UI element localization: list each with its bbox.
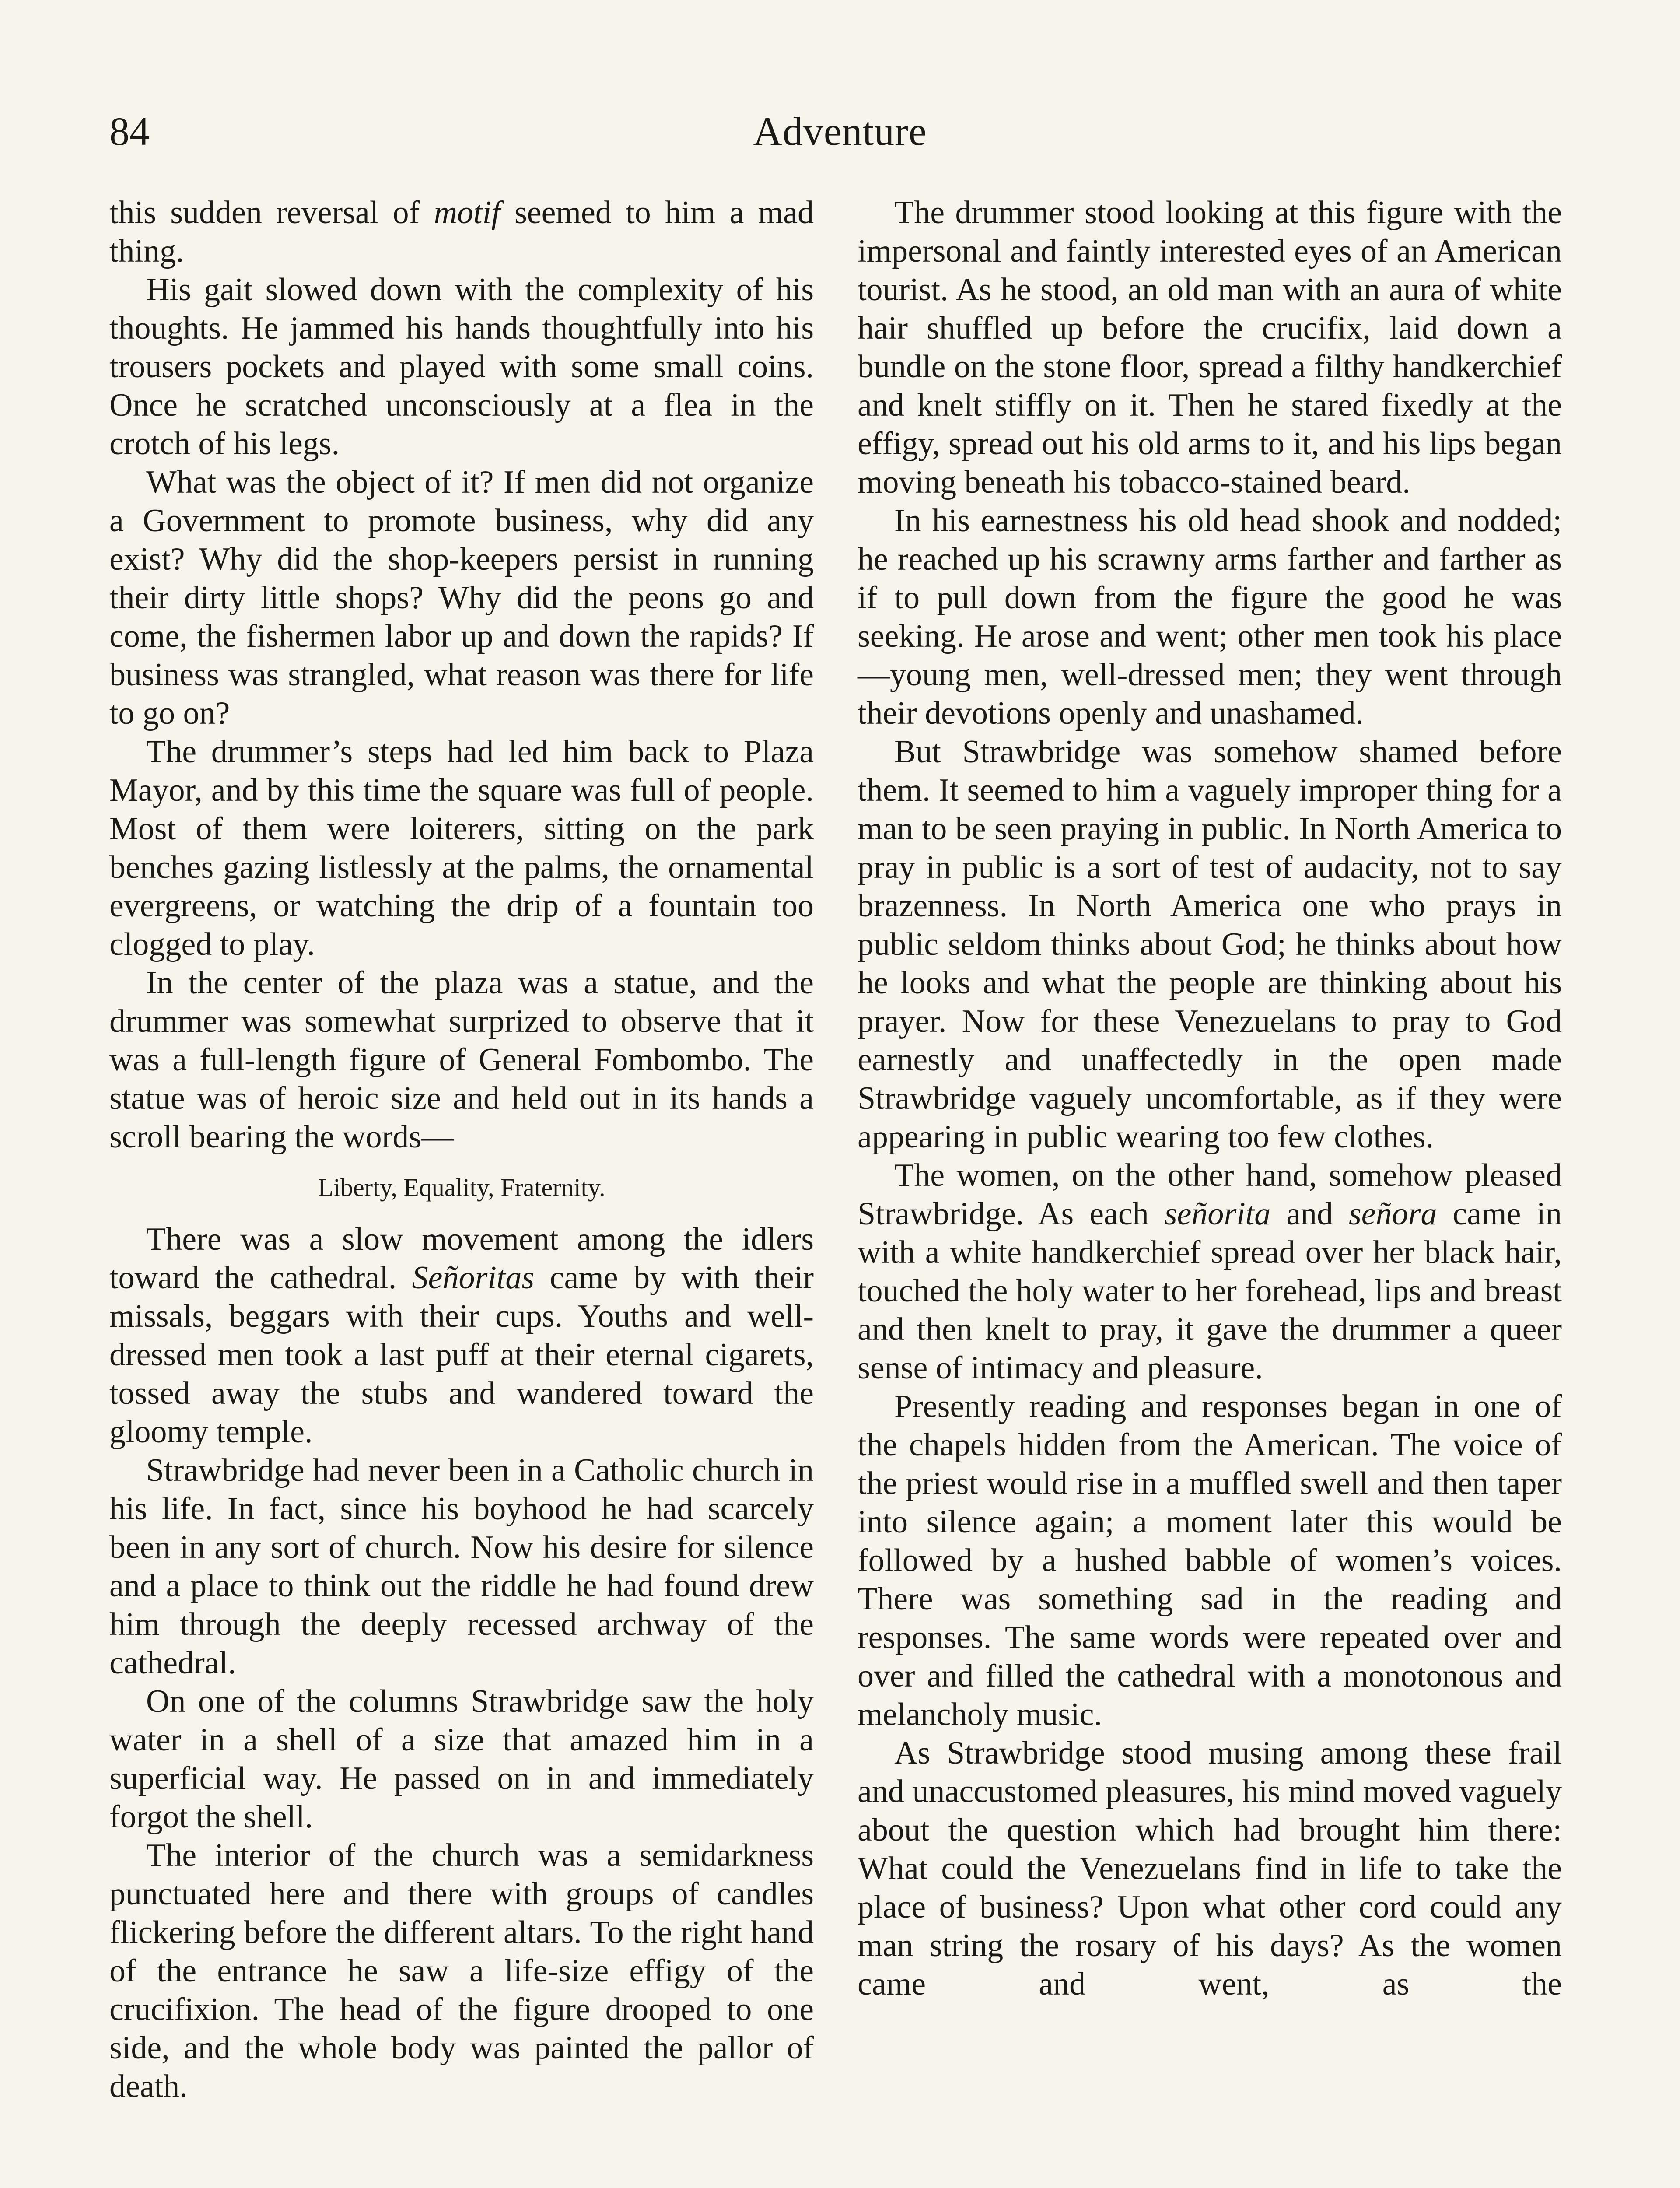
paragraph: As Strawbridge stood musing among these frail and unaccustomed pleasures, his mind moved vaguely about the question which had brought him there: What could the Venezuelans find in life to take the place of business? Upon what other cord could any man string the rosary of his days? As the women came and went, as the [858,1735,1562,2002]
page-number: 84 [109,109,150,154]
paragraph: In the center of the plaza was a statue, and the drummer was somewhat surprized to observe that it was a full-length figure of General Fombombo. The statue was of heroic size and held out in its hands a scroll bearing the words— [109,965,814,1155]
paragraph: What was the object of it? If men did not organize a Government to promote business, why did any exist? Why did the shop-keepers persist in running their dirty little shops? Why did the peons go and come, the fishermen labor up and down the rapids? If business was strangled, what reason was there for life to go on? [109,464,814,731]
paragraph: Presently reading and responses began in one of the chapels hidden from the American. The voice of the priest would rise in a muffled swell and then taper into silence again; a moment later this would be followed by a hushed babble of women’s voices. There was something sad in the reading and responses. The same words were repeated over and over and filled the cathedral with a monotonous and melancholy music. [858,1389,1562,1732]
paragraph: On one of the columns Strawbridge saw the holy water in a shell of a size that amazed him in a superficial way. He passed on in and immediately forgot the shell. [109,1683,814,1835]
paragraph: The drummer’s steps had led him back to Plaza Mayor, and by this time the square was full of people. Most of them were loiterers, sitting on the park benches gazing listlessly at the palms, the ornamental evergreens, or watching the drip of a fountain too clogged to play. [109,734,814,962]
magazine-title: Adventure [753,109,927,154]
paragraph: In his earnestness his old head shook and nodded; he reached up his scrawny arms farther and farther as if to pull down from the figure the good he was seeking. He arose and went; other men took his place—young men, well-dressed men; they went through their devotions openly and unashamed. [858,503,1562,731]
scroll-inscription: Liberty, Equality, Fraternity. [318,1173,606,1202]
paragraph: There was a slow movement among the idlers toward the cathedral. Señoritas came by with their missals, beggars with their cups. Youths and well-dressed men took a last puff at their eternal cigarets, tossed away the stubs and wandered toward the gloomy temple. [109,1221,814,1450]
paragraph: The drummer stood looking at this figure with the impersonal and faintly interested eyes of an American tourist. As he stood, an old man with an aura of white hair shuffled up before the crucifix, laid down a bundle on the stone floor, spread a filthy handkerchief and knelt stiffly on it. Then he stared fixedly at the effigy, spread out his old arms to it, and his lips began moving beneath his tobacco-stained beard. [858,195,1562,500]
left-column [109,193,814,2106]
paragraph: this sudden reversal of motif seemed to him a mad thing. [109,195,814,269]
paragraph: Strawbridge had never been in a Catholic church in his life. In fact, since his boyhood he had scarcely been in any sort of church. Now his desire for silence and a place to think out the riddle he had found drew him through the deeply recessed archway of the cathedral. [109,1452,814,1681]
right-column [858,193,1562,2003]
paragraph: But Strawbridge was somehow shamed before them. It seemed to him a vaguely improper thing for a man to be seen praying in public. In North America to pray in public is a sort of test of audacity, not to say brazenness. In North America one who prays in public seldom thinks about God; he thinks about how he looks and what the people are thinking about his prayer. Now for these Venezuelans to pray to God earnestly and unaffectedly in the open made Strawbridge vaguely uncomfortable, as if they were appearing in public wearing too few clothes. [858,734,1562,1155]
paragraph: His gait slowed down with the complexity of his thoughts. He jammed his hands thoughtfully into his trousers pockets and played with some small coins. Once he scratched unconsciously at a flea in the crotch of his legs. [109,272,814,462]
page-header [109,98,1571,164]
paragraph: The interior of the church was a semidarkness punctuated here and there with groups of candles flickering before the different altars. To the right hand of the entrance he saw a life-size effigy of the crucifixion. The head of the figure drooped to one side, and the whole body was painted the pallor of death. [109,1837,814,2104]
paragraph: The women, on the other hand, somehow pleased Strawbridge. As each señorita and señora came in with a white handkerchief spread over her black hair, touched the holy water to her forehead, lips and breast and then knelt to pray, it gave the drummer a queer sense of intimacy and pleasure. [858,1157,1562,1386]
